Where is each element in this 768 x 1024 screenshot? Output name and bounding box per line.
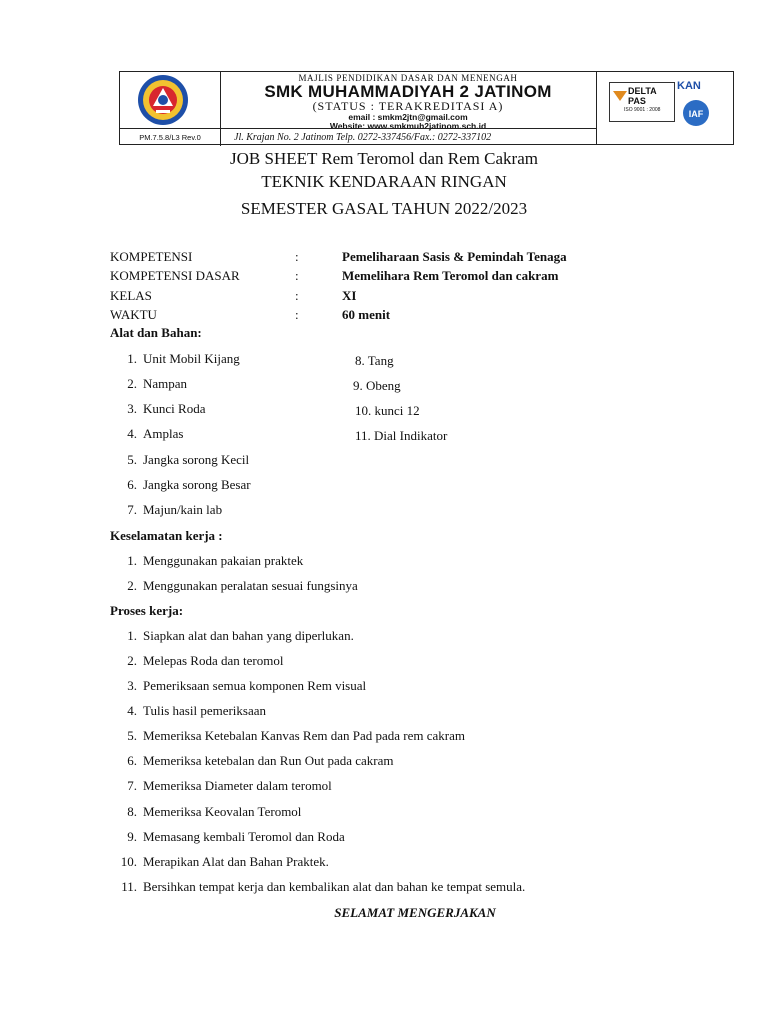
item-number: 3. — [127, 678, 137, 693]
item-number: 1. — [127, 553, 137, 568]
info-value: XI — [342, 288, 357, 303]
list-item — [110, 578, 358, 594]
item-number: 6. — [127, 753, 137, 768]
list-item — [110, 452, 249, 468]
page-title: JOB SHEET Rem Teromol dan Rem Cakram — [230, 149, 538, 168]
list-item — [110, 753, 394, 769]
list-item — [110, 703, 266, 719]
item-number: 6. — [127, 477, 137, 492]
info-colon: : — [295, 307, 299, 322]
list-item — [110, 553, 303, 569]
item-text: Tulis hasil pemeriksaan — [143, 703, 267, 718]
item-number: 2. — [127, 376, 137, 391]
school-address: Jl. Krajan No. 2 Jatinom Telp. 0272-337456/Fax.: 0272-337102 — [220, 128, 596, 145]
letterhead — [119, 71, 734, 145]
iaf-label: IAF — [688, 109, 704, 119]
iaf-badge — [683, 100, 709, 126]
item-text: Menggunakan pakaian praktek — [143, 553, 304, 568]
list-item — [110, 653, 283, 669]
item-text: Siapkan alat dan bahan yang diperlukan. — [143, 628, 354, 643]
school-email: email : smkm2jtn@gmail.com — [348, 112, 468, 122]
info-key: KOMPETENSI — [110, 249, 193, 264]
info-key: KELAS — [110, 288, 152, 303]
item-text: Memeriksa Diameter dalam teromol — [143, 778, 332, 793]
item-number: 1. — [127, 628, 137, 643]
list-item — [110, 401, 205, 417]
item-text: Amplas — [143, 426, 184, 441]
closing-message: SELAMAT MENGERJAKAN — [334, 905, 496, 920]
list-item — [110, 426, 183, 442]
kan-label: KAN — [677, 80, 701, 92]
school-identity — [220, 72, 596, 131]
org-line: MAJLIS PENDIDIKAN DASAR DAN MENENGAH — [298, 73, 518, 83]
item-text: Memasang kembali Teromol dan Roda — [143, 829, 345, 844]
item-number: 4. — [127, 703, 137, 718]
safety-heading: Keselamatan kerja : — [110, 528, 223, 543]
list-item: 10. kunci 12 — [355, 403, 420, 418]
accreditation-status: (STATUS : TERAKREDITASI A) — [312, 99, 504, 113]
info-key: KOMPETENSI DASAR — [110, 268, 240, 283]
item-number: 5. — [127, 728, 137, 743]
item-number: 11. — [121, 879, 137, 894]
list-item — [110, 351, 240, 367]
item-number: 7. — [127, 778, 137, 793]
item-number: 1. — [127, 351, 137, 366]
item-text: Pemeriksaan semua komponen Rem visual — [143, 678, 367, 693]
info-colon: : — [295, 268, 299, 283]
item-number: 7. — [127, 502, 137, 517]
delta-arrow-icon — [613, 89, 627, 103]
list-item — [110, 678, 366, 694]
item-text: Kunci Roda — [143, 401, 206, 416]
school-website: Website: www.smkmuh2jatinom.sch.id — [329, 121, 487, 131]
iso-label: ISO 9001 : 2008 — [624, 107, 661, 113]
list-item — [110, 376, 187, 392]
list-item: 8. Tang — [355, 353, 394, 368]
item-number: 3. — [127, 401, 137, 416]
item-text: Jangka sorong Besar — [143, 477, 251, 492]
certification-cell — [596, 72, 736, 145]
list-item — [110, 778, 332, 794]
document-code: PM.7.5.8/L3 Rev.0 — [120, 128, 221, 146]
info-colon: : — [295, 288, 299, 303]
semester-title: SEMESTER GASAL TAHUN 2022/2023 — [240, 199, 528, 218]
info-value: 60 menit — [342, 307, 391, 322]
item-number: 9. — [127, 829, 137, 844]
list-item — [110, 854, 329, 870]
item-text: Menggunakan peralatan sesuai fungsinya — [143, 578, 358, 593]
program-title: TEKNIK KENDARAAN RINGAN — [261, 172, 507, 191]
item-text: Memeriksa ketebalan dan Run Out pada cakram — [143, 753, 394, 768]
item-text: Unit Mobil Kijang — [143, 351, 240, 366]
item-number: 10. — [120, 854, 137, 869]
list-item — [110, 829, 345, 845]
school-logo-icon — [120, 72, 220, 128]
item-text: Memeriksa Ketebalan Kanvas Rem dan Pad pada rem cakram — [143, 728, 465, 743]
list-item — [110, 879, 525, 895]
item-text: Melepas Roda dan teromol — [143, 653, 284, 668]
item-number: 2. — [127, 653, 137, 668]
list-item: 11. Dial Indikator — [355, 428, 448, 443]
process-heading: Proses kerja: — [110, 603, 184, 618]
item-number: 4. — [127, 426, 137, 441]
item-text: Memeriksa Keovalan Teromol — [143, 804, 302, 819]
info-value: Pemeliharaan Sasis & Pemindah Tenaga — [342, 249, 567, 264]
kan-badge — [677, 76, 715, 96]
list-item: 9. Obeng — [353, 378, 401, 393]
list-item — [110, 502, 222, 518]
item-text: Jangka sorong Kecil — [143, 452, 250, 467]
tools-heading: Alat dan Bahan: — [110, 325, 202, 340]
list-item — [110, 477, 251, 493]
school-name: SMK MUHAMMADIYAH 2 JATINOM — [264, 82, 552, 101]
item-number: 8. — [127, 804, 137, 819]
item-number: 5. — [127, 452, 137, 467]
item-text: Nampan — [143, 376, 188, 391]
item-text: Majun/kain lab — [143, 502, 223, 517]
list-item — [110, 628, 354, 644]
item-text: Merapikan Alat dan Bahan Praktek. — [143, 854, 329, 869]
logo-cell — [120, 72, 221, 128]
info-key: WAKTU — [110, 307, 157, 322]
info-colon: : — [295, 249, 299, 264]
delta-pas-label: DELTA PAS — [628, 86, 657, 106]
item-number: 2. — [127, 578, 137, 593]
item-text: Bersihkan tempat kerja dan kembalikan alat dan bahan ke tempat semula. — [143, 879, 526, 894]
info-value: Memelihara Rem Teromol dan cakram — [342, 268, 559, 283]
list-item — [110, 804, 301, 820]
list-item — [110, 728, 465, 744]
delta-pas-badge — [609, 82, 675, 122]
